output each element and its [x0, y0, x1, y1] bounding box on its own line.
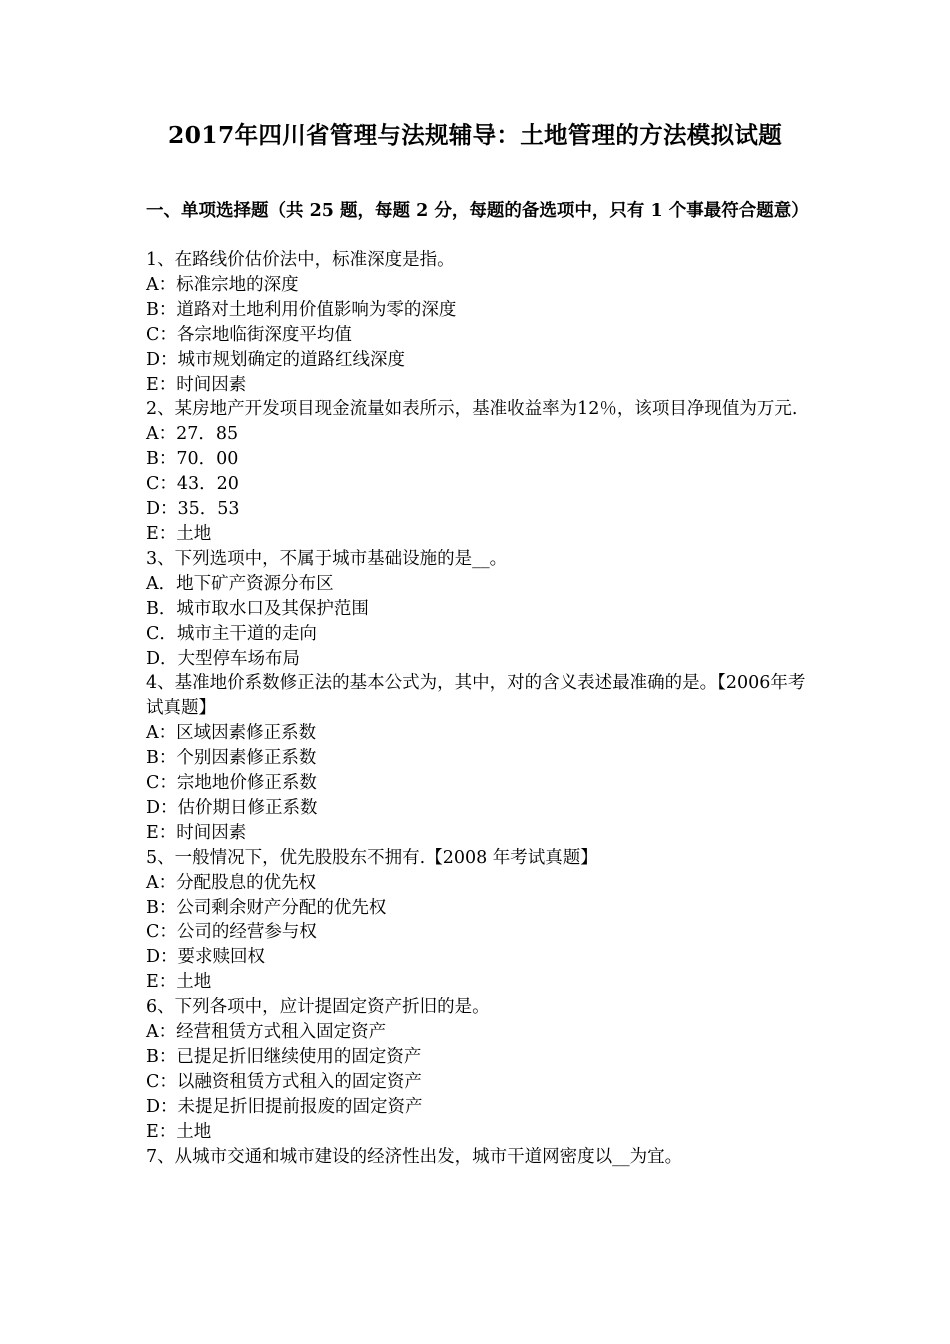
question-block: [146, 397, 814, 546]
answer-option: E：土地: [146, 523, 212, 544]
answer-option: A：27．85: [146, 424, 239, 445]
answer-option: C：宗地地价修正系数: [146, 773, 317, 794]
answer-option: C．城市主干道的走向: [146, 623, 317, 644]
answer-option: A．地下矿产资源分布区: [146, 573, 334, 594]
answer-option: B：个别因素修正系数: [146, 748, 317, 769]
answer-option: E：土地: [146, 1121, 212, 1142]
answer-option: E：时间因素: [146, 374, 247, 395]
answer-option: A：经营租赁方式租入固定资产: [146, 1022, 387, 1043]
question-stem: 5、一般情况下，优先股股东不拥有.【2008 年考试真题】: [146, 847, 598, 868]
answer-option: B：70．00: [146, 449, 239, 470]
question-block: [146, 846, 814, 995]
page-title: 2017年四川省管理与法规辅导：土地管理的方法模拟试题: [167, 121, 782, 149]
answer-option: D：估价期日修正系数: [146, 797, 318, 818]
question-stem: 3、下列选项中，不属于城市基础设施的是__。: [146, 548, 508, 569]
question-stem: 7、从城市交通和城市建设的经济性出发，城市干道网密度以__为宜。: [146, 1146, 683, 1167]
answer-option: C：43．20: [146, 474, 239, 495]
question-block: [146, 547, 814, 672]
question-list: [146, 248, 814, 1170]
answer-option: B．城市取水口及其保护范围: [146, 598, 369, 619]
section-heading: 一、单项选择题（共 25 题，每题 2 分，每题的备选项中，只有 1 个事最符合题意）: [146, 201, 809, 221]
question-stem: 2、某房地产开发项目现金流量如表所示，基准收益率为12％，该项目净现值为万元.: [146, 399, 798, 420]
answer-option: B：已提足折旧继续使用的固定资产: [146, 1047, 422, 1067]
question-stem: 4、基准地价系数修正法的基本公式为，其中，对的含义表述最准确的是。【2006年考试真题】: [146, 673, 806, 719]
question-block: [146, 671, 814, 845]
answer-option: D：要求赎回权: [146, 947, 266, 968]
answer-option: D：35．53: [146, 499, 240, 520]
answer-option: E：时间因素: [146, 822, 247, 843]
answer-option: C：各宗地临街深度平均值: [146, 324, 352, 345]
answer-option: A：标准宗地的深度: [146, 274, 299, 295]
answer-option: D．大型停车场布局: [146, 648, 301, 669]
answer-option: A：分配股息的优先权: [146, 872, 317, 893]
answer-option: E：土地: [146, 972, 212, 993]
answer-option: D：未提足折旧提前报废的固定资产: [146, 1096, 423, 1117]
answer-option: A：区域因素修正系数: [146, 723, 317, 744]
question-stem: 6、下列各项中，应计提固定资产折旧的是。: [146, 997, 490, 1018]
question-block: [146, 1145, 814, 1170]
answer-option: D：城市规划确定的道路红线深度: [146, 349, 406, 370]
answer-option: B：道路对土地利用价值影响为零的深度: [146, 299, 457, 320]
answer-option: C：公司的经营参与权: [146, 922, 317, 943]
answer-option: B：公司剩余财产分配的优先权: [146, 897, 387, 918]
answer-option: C：以融资租赁方式租入的固定资产: [146, 1071, 422, 1092]
question-block: [146, 248, 814, 397]
question-block: [146, 995, 814, 1144]
question-stem: 1、在路线价估价法中，标准深度是指。: [146, 250, 455, 270]
